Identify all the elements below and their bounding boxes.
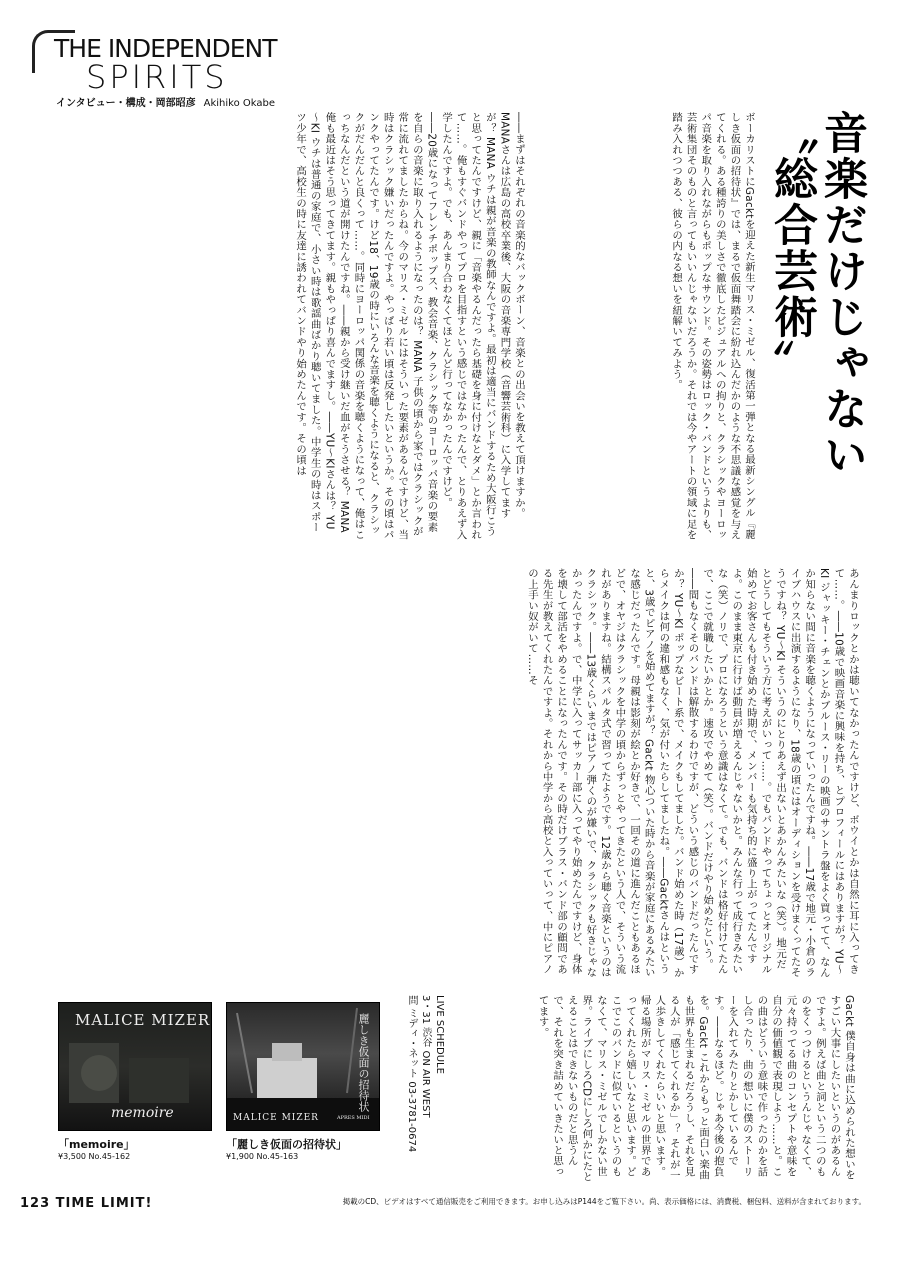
- jacket-subtitle: APRES MIDI: [337, 1115, 370, 1121]
- lead-text: [532, 112, 756, 540]
- live-heading: LIVE SCHEDULE: [434, 995, 445, 1074]
- release-caption-2: 「麗しき仮面の招待状」: [226, 1138, 347, 1151]
- release-caption-1: 「memoire」: [58, 1138, 135, 1151]
- jacket-band-name: MALICE MIZER: [233, 1113, 319, 1123]
- body-text-2: あんまりロックとかは聴いてなかったんですけど、ボウイとかは自然に耳に入ってきて……。――10歳で映画音楽に興味を持ち、とプロフィールにはありますが？ YU～KI ジャッキー・チェンとかブルース・リーの映画のサントラ盤をよく買ってて、なんか知らない間に音楽を聴くようになっていったんですね。――17歳で地元・小倉のライブハウスに出演するようになり、18歳の頃にはオーディションを受けまくってたそうですね？ YU～KI そういうのにとりあえず出ないとあかんみたいな（笑）。地元だとどうしてもそういう方に考えがいって……。でもバンドやってちょっとオリジナル始めてお客さんも付き始めた時期で、メンバーも気持ち的に盛り上がってたんですよ。このまま東京に行けば動員が増えるんじゃないかと。みんな行って成行きみたいな（笑）ノリで、プロになろうという意識はなくて。でも、バンドは格好付けてたんで、ここで就職したいかとか。速攻でやめて（笑）。バンドだけやり始めたという。――間もなくそのバンドは解散するわけですが、どういう感じのバンドだったんですか？ YU～KI ポップなビート系で、メイクもしてました。バンド始めた時（17歳）からメイクは何の違和感もなく、気が付いたらしてましたね。――Gacktさんはというと、3歳でピアノを始めてますが？ Gackt 物心ついた時から音楽が家庭にあるみたいな感じだったんです。母親は影刻が絵とか好きで、一回その道に進んだこともあるほどで、オヤジはクラシックを中学の頃からずっとやってきたという人で、そういう流れがありますね。結構スパルタ式で習ってたようです。12歳から聴く音楽というのはクラシック。――13歳くらいまではピアノ弾くのが嫌いで、クラシックも好きじゃなかったんですよ。で、中学に入ってサッカー部に入ってやり始めたんですけど、身体を壊して部活をやめることになったんです。その時だけブラス・バンド部の顧問である先生が教えてくれたんですよ。それから中学から高校と入っていって、中にピアノの上手い奴がいて……そ: [525, 568, 859, 978]
- body-text-1: ――まずはそれぞれの音楽的なバックボーン、音楽との出会いを教えて頂けますか。MANAさんは広島の高校卒業後、大阪の音楽専門学校（音響芸術科）に入学してますが？ MANA ウチは親が音楽の教師なんですよ。最初は適当にバンドするため大阪行こうと思ってたんですけど、親に「音楽やるんだったら基礎を身に付けなとダメ」とか言われて……。俺もすぐバンドやってプロを目指すという感じではなかったんで、とりあえず入学したんですよ。でも、あんまり合わなくてほとんど行ってなかったんですけど。――20歳になってフレンチポップス、教会音楽、クラシック等のヨーロッパ音楽の要素を自らの音楽に取り入れるようになったのは？ MANA 子供の頃から家ではクラシックが常に流れてましたからね。今のマリス・ミゼルにはそういった要素があるんですけど、当時はクラシック嫌いだったんですよ。やっぱり若い頃は反発したいというか。その頃はパンクやってたんです。けど18、19歳の時にいろんな音楽を聴くようになると、クラシックがだんだんと良くって……。同時にヨーロッパ関係の音楽を聴くようになって、俺はこっちなんだという道が開けたんですね。――親から受け継いだ血がそうさせる？ MANA 俺も最近はそう思ってきてます。親もやっぱり喜んでますし。――YU～KIさんは？ YU～KI ウチは普通の家庭で、小さい時は歌謡曲ばかり聴いてました。中学生の時はスポーツ少年で、高校生の時に友達に誘われてバンドやり始めたんです。その頃は: [294, 112, 525, 540]
- body-text-5: Gackt 僕自身は曲に込められた想いをすごい大事にしたいというのがあるんですよ。例えば曲と詞という二つのものをくっつけるというんじゃなくて、元々持ってる曲のコンセプトや意味を自分の価値観で表現しよう……と。この曲はどういう意味で作ったのかを話し合ったり、曲の想いに僕のストーリーを入れてみたりとかしているんです。――なるほど。じゃあ今後の抱負を。Gackt これからもっと面白い楽曲も世界も生まれるだろうし、それを見る人が「感じてくれるか」？ それが一人歩きしてくれたらいいと思います。帰る場所がマリス・ミゼルの世界であってくれたら嬉しいなと思います。どこでこのバンドに似ているというのもなくて、マリス・ミゼルでしかない世界。ライブにしろCDにしろ何かにたとえることはできないものだと思うんで、それを突き詰めていきたいと思ってます。: [536, 995, 855, 1183]
- memoire-jacket: [58, 1002, 212, 1131]
- footer-note: 掲載のCD、ビデオはすべて通信販売をご利用できます。お申し込みはP144をご覧下さい。尚、表示価格には、消費税、梱包料、送料が含まれております。: [342, 1197, 866, 1206]
- release-price-1: ¥3,500 No.45-162: [58, 1152, 131, 1161]
- credit-jp: インタビュー・構成・岡部昭彦: [56, 98, 196, 109]
- body-column-1: [48, 112, 526, 540]
- page-footer: 123 TIME LIMIT!: [20, 1196, 153, 1211]
- jacket-album-title: memoire: [111, 1105, 174, 1121]
- release-price-2: ¥1,900 No.45-163: [226, 1152, 299, 1161]
- live-date: 3・31 渋谷 ON AIR WEST: [420, 995, 431, 1118]
- credit-line: [56, 94, 275, 109]
- series-title-bottom: SPIRITS: [86, 58, 228, 96]
- body-column-5: [440, 995, 856, 1183]
- jacket-single-title: 麗しき仮面の招待状: [357, 1013, 370, 1112]
- series-title-top: THE INDEPENDENT: [54, 34, 277, 63]
- single-jacket: [226, 1002, 380, 1131]
- jacket-band-name: MALICE MIZER: [75, 1011, 211, 1029]
- lead-paragraph: ボーカリストにGacktを迎えた新生マリス・ミゼル、復活第一弾となる最新シングル『麗しき仮面の招待状』では、まるで仮面舞踏会に紛れ込んだかのような不思議な感覚を与えてくれる。ある種誇りの美しさで徹底したビジュアルへの拘りと、クラシックやヨーロッパ音楽を取り入れながらもポップなサウンド。その姿勢はロック・バンドというよりも、芸術集団そのものと言ってもいいんじゃないだろうか。それでは今やアートの領域に足を踏み入れつつある、彼らの内なる想いを紐解いてみよう。: [670, 112, 755, 540]
- headline: 音楽だけじゃない〝総合芸術〟: [766, 110, 867, 478]
- credit-romaji: Akihiko Okabe: [203, 98, 275, 109]
- live-schedule: [404, 995, 446, 1179]
- live-contact: 問 ミディ・ネット 03-3781-0674: [406, 995, 417, 1153]
- body-column-2: [48, 568, 860, 980]
